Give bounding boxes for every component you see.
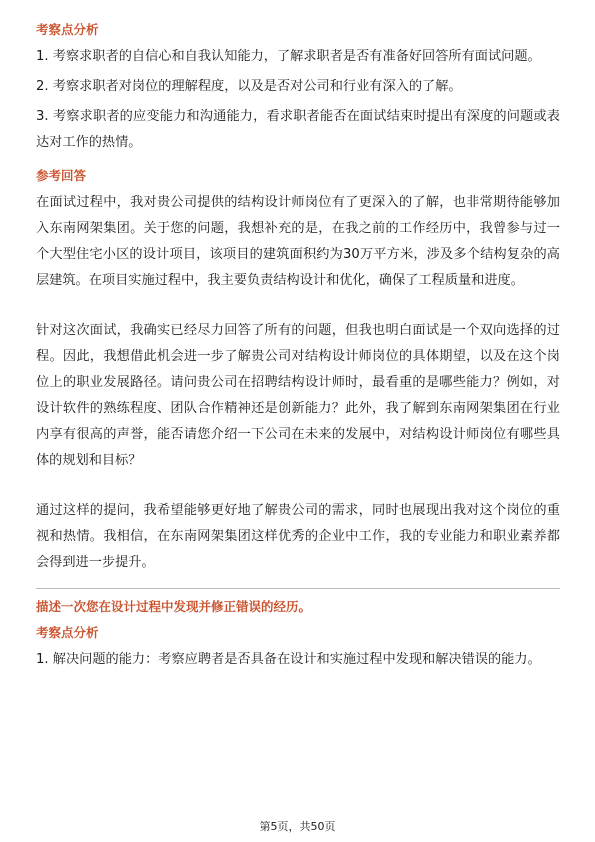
- section-heading-reference-answer: 参考回答: [36, 168, 87, 183]
- answer-paragraph: 在面试过程中，我对贵公司提供的结构设计师岗位有了更深入的了解，也非常期待能够加入东南网架集团。关于您的问题，我想补充的是，在我之前的工作经历中，我曾参与过一个大型住宅小区的设计项目，该项目的建筑面积约为30万平方米，涉及多个结构复杂的高层建筑。在项目实施过程中，我主要负责结构设计和优化，确保了工程质量和进度。: [36, 195, 560, 288]
- analysis-item: 1. 解决问题的能力：考察应聘者是否具备在设计和实施过程中发现和解决错误的能力。: [36, 652, 541, 667]
- section-heading-analysis: 考察点分析: [36, 22, 99, 37]
- analysis-item: 3. 考察求职者的应变能力和沟通能力，看求职者能否在面试结束时提出有深度的问题或表达对工作的热情。: [36, 109, 560, 150]
- section-divider: [36, 588, 560, 589]
- analysis-item: 1. 考察求职者的自信心和自我认知能力，了解求职者是否有准备好回答所有面试问题。: [36, 49, 541, 64]
- analysis-item: 2. 考察求职者对岗位的理解程度，以及是否对公司和行业有深入的了解。: [36, 79, 462, 94]
- answer-paragraph: 针对这次面试，我确实已经尽力回答了所有的问题，但我也明白面试是一个双向选择的过程。因此，我想借此机会进一步了解贵公司对结构设计师岗位的具体期望，以及在这个岗位上的职业发展路径。请问贵公司在招聘结构设计师时，最看重的是哪些能力？例如，对设计软件的熟练程度、团队合作精神还是创新能力？此外，我了解到东南网架集团在行业内享有很高的声誉，能否请您介绍一下公司在未来的发展中，对结构设计师岗位有哪些具体的规划和目标？: [36, 323, 560, 468]
- answer-paragraph: 通过这样的提问，我希望能够更好地了解贵公司的需求，同时也展现出我对这个岗位的重视和热情。我相信，在东南网架集团这样优秀的企业中工作，我的专业能力和职业素养都会得到进一步提升。: [36, 503, 560, 570]
- interview-question: 描述一次您在设计过程中发现并修正错误的经历。: [36, 599, 312, 614]
- page-number: 第5页，共50页: [259, 820, 336, 833]
- document-page: [36, 20, 560, 673]
- section-heading-analysis: 考察点分析: [36, 625, 99, 640]
